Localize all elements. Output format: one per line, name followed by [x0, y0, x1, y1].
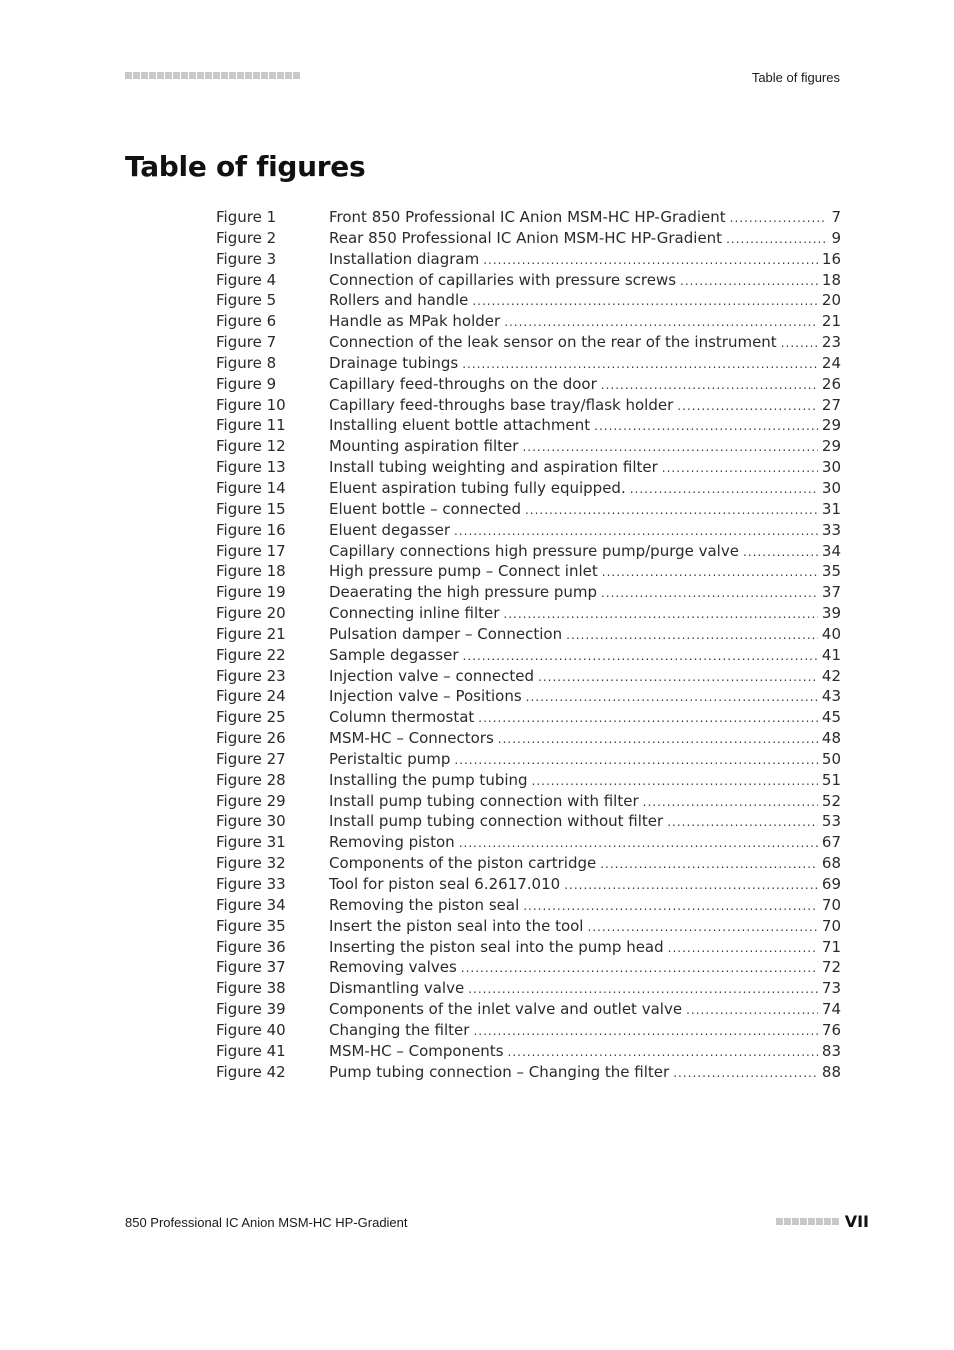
toc-entry[interactable]	[216, 354, 841, 375]
figure-page-number[interactable]: 31	[821, 499, 841, 518]
figure-label: Figure 6	[216, 312, 277, 331]
figure-label: Figure 38	[216, 979, 286, 998]
figure-page-number[interactable]: 71	[821, 937, 841, 956]
figure-title[interactable]: Connecting inline filter	[329, 604, 500, 623]
figure-label: Figure 2	[216, 228, 277, 247]
figure-title[interactable]: Installing the pump tubing	[329, 770, 528, 789]
figure-entry	[329, 312, 841, 330]
figure-page-number[interactable]: 35	[821, 562, 841, 581]
toc-entry[interactable]	[216, 604, 841, 625]
figure-page-number[interactable]: 43	[821, 687, 841, 706]
figure-page-number[interactable]: 41	[821, 645, 841, 664]
dot-leader	[564, 878, 818, 892]
figure-entry	[329, 896, 841, 914]
figure-page-number[interactable]: 72	[821, 958, 841, 977]
figure-label: Figure 31	[216, 833, 286, 852]
figure-page-number[interactable]: 18	[821, 270, 841, 289]
dot-leader	[472, 294, 818, 308]
figure-title[interactable]: Removing piston	[329, 833, 455, 852]
dot-leader	[503, 607, 818, 621]
dot-leader	[643, 795, 818, 809]
figure-label: Figure 16	[216, 520, 286, 539]
figure-label: Figure 36	[216, 937, 286, 956]
figure-page-number[interactable]: 48	[821, 729, 841, 748]
figure-entry	[329, 396, 841, 414]
figure-entry	[329, 333, 841, 351]
figure-label: Figure 7	[216, 333, 277, 352]
figure-page-number[interactable]: 70	[821, 916, 841, 935]
figure-page-number[interactable]: 24	[821, 353, 841, 372]
figure-page-number[interactable]: 83	[821, 1041, 841, 1060]
toc-entry[interactable]	[216, 750, 841, 771]
dot-leader	[454, 524, 818, 538]
figure-label: Figure 4	[216, 270, 277, 289]
figure-entry	[329, 1042, 841, 1060]
toc-entry[interactable]	[216, 1063, 841, 1084]
figure-page-number[interactable]: 27	[821, 395, 841, 414]
toc-entry[interactable]	[216, 458, 841, 479]
dot-leader	[587, 920, 817, 934]
dot-leader	[525, 503, 818, 517]
figure-title[interactable]: Drainage tubings	[329, 353, 459, 372]
figure-label: Figure 28	[216, 770, 286, 789]
dot-leader	[473, 1024, 817, 1038]
figure-page-number[interactable]: 70	[821, 895, 841, 914]
dot-leader	[726, 232, 827, 246]
toc-entry[interactable]	[216, 979, 841, 1000]
toc-entry[interactable]	[216, 333, 841, 354]
dot-leader	[677, 399, 818, 413]
figure-entry	[329, 979, 841, 997]
figure-entry	[329, 729, 841, 747]
running-header-title: Table of figures	[751, 70, 840, 85]
figure-title[interactable]: Tool for piston seal 6.2617.010	[329, 875, 561, 893]
toc-entry[interactable]	[216, 958, 841, 979]
figure-title[interactable]: Removing the piston seal	[329, 895, 520, 914]
dot-leader	[538, 670, 818, 684]
figure-title[interactable]: Front 850 Professional IC Anion MSM-HC HP-Gradient	[329, 208, 726, 226]
dot-leader	[601, 586, 818, 600]
figure-label: Figure 12	[216, 437, 286, 456]
figure-page-number[interactable]: 74	[821, 1000, 841, 1019]
figure-title[interactable]: Rear 850 Professional IC Anion MSM-HC HP-Gradient	[329, 228, 723, 247]
dot-leader	[602, 565, 818, 579]
dot-leader	[730, 211, 828, 225]
figure-entry	[329, 812, 841, 830]
dot-leader	[498, 732, 818, 746]
toc-entry[interactable]	[216, 542, 841, 563]
figure-label: Figure 34	[216, 895, 286, 914]
figure-label: Figure 22	[216, 645, 286, 664]
toc-entry[interactable]	[216, 708, 841, 729]
figure-title[interactable]: Mounting aspiration filter	[329, 437, 519, 456]
figure-entry	[329, 250, 841, 268]
toc-entry[interactable]	[216, 792, 841, 813]
figure-title[interactable]: Eluent aspiration tubing fully equipped.	[329, 478, 626, 497]
figure-label: Figure 10	[216, 395, 286, 414]
figure-page-number[interactable]: 52	[821, 791, 841, 810]
figure-entry	[329, 291, 841, 309]
figure-label: Figure 39	[216, 1000, 286, 1019]
figure-label: Figure 19	[216, 583, 286, 602]
figure-page-number[interactable]: 42	[821, 666, 841, 685]
figure-page-number[interactable]: 9	[831, 228, 841, 247]
figure-entry	[329, 687, 841, 705]
figure-entry	[329, 750, 841, 768]
figure-title[interactable]: MSM-HC – Connectors	[329, 729, 494, 748]
figure-title[interactable]: Injection valve – connected	[329, 666, 534, 685]
figure-title[interactable]: Column thermostat	[329, 708, 475, 727]
figure-page-number[interactable]: 20	[821, 291, 841, 310]
figure-page-number[interactable]: 88	[821, 1062, 841, 1081]
figure-title[interactable]: Install pump tubing connection without filter	[329, 812, 664, 831]
figure-title[interactable]: Inserting the piston seal into the pump head	[329, 937, 664, 956]
figure-label: Figure 3	[216, 249, 277, 268]
toc-entry[interactable]	[216, 208, 841, 229]
dot-leader	[523, 899, 818, 913]
figure-page-number[interactable]: 29	[821, 416, 841, 435]
figure-label: Figure 25	[216, 708, 286, 727]
dot-leader	[483, 253, 818, 267]
figure-title[interactable]: Rollers and handle	[329, 291, 469, 310]
dot-leader	[526, 690, 818, 704]
figure-entry	[329, 416, 841, 434]
figure-entry	[329, 958, 841, 976]
figure-entry	[329, 792, 841, 810]
figure-entry	[329, 271, 841, 289]
figure-entry	[329, 646, 841, 664]
toc-entry[interactable]	[216, 521, 841, 542]
dot-leader	[532, 774, 818, 788]
figure-label: Figure 27	[216, 749, 286, 768]
figure-label: Figure 1	[216, 208, 277, 226]
toc-entry[interactable]	[216, 312, 841, 333]
toc-entry[interactable]	[216, 833, 841, 854]
figure-title[interactable]: Components of the inlet valve and outlet valve	[329, 1000, 683, 1019]
dot-leader	[662, 461, 818, 475]
figure-entry	[329, 354, 841, 372]
figure-title[interactable]: Deaerating the high pressure pump	[329, 583, 597, 602]
figure-entry	[329, 875, 841, 893]
figure-label: Figure 15	[216, 499, 286, 518]
figure-label: Figure 35	[216, 916, 286, 935]
toc-entry[interactable]	[216, 917, 841, 938]
figure-title[interactable]: Changing the filter	[329, 1020, 470, 1039]
figure-page-number[interactable]: 69	[821, 875, 841, 893]
figure-label: Figure 41	[216, 1041, 286, 1060]
figure-title[interactable]: Capillary feed-throughs on the door	[329, 374, 597, 393]
figure-entry	[329, 229, 841, 247]
toc-entry[interactable]	[216, 687, 841, 708]
figure-entry	[329, 542, 841, 560]
figure-entry	[329, 583, 841, 601]
toc-entry[interactable]	[216, 729, 841, 750]
figure-page-number[interactable]: 37	[821, 583, 841, 602]
table-of-figures-list	[216, 208, 841, 1083]
toc-entry[interactable]	[216, 562, 841, 583]
figure-page-number[interactable]: 33	[821, 520, 841, 539]
header-decoration	[125, 72, 300, 79]
figure-label: Figure 40	[216, 1020, 286, 1039]
page-number: VII	[844, 1212, 869, 1231]
figure-label: Figure 21	[216, 624, 286, 643]
dot-leader	[601, 378, 818, 392]
dot-leader	[686, 1003, 818, 1017]
figure-label: Figure 14	[216, 478, 286, 497]
toc-entry[interactable]	[216, 375, 841, 396]
figure-page-number[interactable]: 21	[821, 312, 841, 331]
figure-title[interactable]: Injection valve – Positions	[329, 687, 522, 706]
figure-entry	[329, 1021, 841, 1039]
figure-title[interactable]: Connection of the leak sensor on the rear of the instrument	[329, 333, 777, 352]
dot-leader	[630, 482, 818, 496]
figure-page-number[interactable]: 50	[821, 749, 841, 768]
figure-entry	[329, 375, 841, 393]
figure-label: Figure 11	[216, 416, 286, 435]
dot-leader	[667, 815, 818, 829]
figure-label: Figure 26	[216, 729, 286, 748]
figure-page-number[interactable]: 73	[821, 979, 841, 998]
figure-page-number[interactable]: 45	[821, 708, 841, 727]
dot-leader	[522, 440, 817, 454]
figure-label: Figure 42	[216, 1062, 286, 1081]
toc-entry[interactable]	[216, 500, 841, 521]
dot-leader	[468, 982, 818, 996]
figure-page-number[interactable]: 30	[821, 458, 841, 477]
toc-entry[interactable]	[216, 250, 841, 271]
figure-title[interactable]: Components of the piston cartridge	[329, 854, 597, 873]
figure-label: Figure 32	[216, 854, 286, 873]
figure-page-number[interactable]: 68	[821, 854, 841, 873]
dot-leader	[594, 419, 818, 433]
toc-entry[interactable]	[216, 416, 841, 437]
figure-label: Figure 13	[216, 458, 286, 477]
figure-entry	[329, 208, 841, 226]
figure-page-number[interactable]: 30	[821, 478, 841, 497]
figure-page-number[interactable]: 76	[821, 1020, 841, 1039]
dot-leader	[781, 336, 818, 350]
figure-title[interactable]: MSM-HC – Components	[329, 1041, 504, 1060]
toc-entry[interactable]	[216, 646, 841, 667]
figure-entry	[329, 562, 841, 580]
dot-leader	[673, 1066, 818, 1080]
figure-entry	[329, 667, 841, 685]
figure-entry	[329, 854, 841, 872]
toc-entry[interactable]	[216, 771, 841, 792]
figure-title[interactable]: High pressure pump – Connect inlet	[329, 562, 598, 581]
figure-page-number[interactable]: 67	[821, 833, 841, 852]
toc-entry[interactable]	[216, 625, 841, 646]
toc-entry[interactable]	[216, 1000, 841, 1021]
figure-page-number[interactable]: 34	[821, 541, 841, 560]
figure-title[interactable]: Capillary connections high pressure pump/purge valve	[329, 541, 739, 560]
figure-label: Figure 30	[216, 812, 286, 831]
dot-leader	[504, 315, 818, 329]
figure-label: Figure 20	[216, 604, 286, 623]
figure-page-number[interactable]: 53	[821, 812, 841, 831]
figure-label: Figure 29	[216, 791, 286, 810]
figure-title[interactable]: Handle as MPak holder	[329, 312, 501, 331]
toc-entry[interactable]	[216, 896, 841, 917]
dot-leader	[461, 961, 818, 975]
toc-entry[interactable]	[216, 583, 841, 604]
figure-label: Figure 37	[216, 958, 286, 977]
figure-title[interactable]: Eluent bottle – connected	[329, 499, 521, 518]
dot-leader	[462, 357, 818, 371]
figure-page-number[interactable]: 7	[831, 208, 841, 226]
figure-title[interactable]: Peristaltic pump	[329, 749, 451, 768]
figure-label: Figure 8	[216, 353, 277, 372]
figure-title[interactable]: Install pump tubing connection with filter	[329, 791, 639, 810]
footer-document-title: 850 Professional IC Anion MSM-HC HP-Gradient	[125, 1215, 408, 1230]
figure-title[interactable]: Pulsation damper – Connection	[329, 624, 563, 643]
figure-entry	[329, 479, 841, 497]
figure-title[interactable]: Pump tubing connection – Changing the filter	[329, 1062, 670, 1081]
toc-entry[interactable]	[216, 667, 841, 688]
figure-entry	[329, 833, 841, 851]
figure-title[interactable]: Capillary feed-throughs base tray/flask holder	[329, 395, 674, 414]
figure-title[interactable]: Removing valves	[329, 958, 457, 977]
toc-entry[interactable]	[216, 812, 841, 833]
dot-leader	[454, 753, 818, 767]
figure-entry	[329, 1063, 841, 1081]
figure-entry	[329, 917, 841, 935]
figure-page-number[interactable]: 51	[821, 770, 841, 789]
figure-page-number[interactable]: 39	[821, 604, 841, 623]
figure-entry	[329, 458, 841, 476]
figure-entry	[329, 521, 841, 539]
figure-title[interactable]: Sample degasser	[329, 645, 459, 664]
toc-entry[interactable]	[216, 854, 841, 875]
figure-title[interactable]: Dismantling valve	[329, 979, 465, 998]
figure-entry	[329, 1000, 841, 1018]
figure-entry	[329, 437, 841, 455]
figure-label: Figure 23	[216, 666, 286, 685]
figure-title[interactable]: Eluent degasser	[329, 520, 451, 539]
figure-title[interactable]: Installing eluent bottle attachment	[329, 416, 591, 435]
dot-leader	[459, 836, 818, 850]
figure-label: Figure 33	[216, 875, 286, 893]
dot-leader	[478, 711, 818, 725]
figure-title[interactable]: Insert the piston seal into the tool	[329, 916, 584, 935]
footer-decoration	[776, 1218, 839, 1225]
figure-page-number[interactable]: 40	[821, 624, 841, 643]
figure-title[interactable]: Connection of capillaries with pressure screws	[329, 270, 677, 289]
dot-leader	[680, 274, 818, 288]
toc-entry[interactable]	[216, 396, 841, 417]
toc-entry[interactable]	[216, 291, 841, 312]
dot-leader	[463, 649, 818, 663]
figure-label: Figure 9	[216, 374, 277, 393]
dot-leader	[508, 1045, 818, 1059]
toc-entry[interactable]	[216, 1042, 841, 1063]
figure-label: Figure 18	[216, 562, 286, 581]
figure-label: Figure 24	[216, 687, 286, 706]
figure-title[interactable]: Installation diagram	[329, 249, 480, 268]
toc-entry[interactable]	[216, 437, 841, 458]
figure-entry	[329, 938, 841, 956]
dot-leader	[600, 857, 818, 871]
figure-entry	[329, 500, 841, 518]
dot-leader	[668, 941, 818, 955]
figure-label: Figure 17	[216, 541, 286, 560]
figure-entry	[329, 604, 841, 622]
figure-page-number[interactable]: 16	[821, 249, 841, 268]
toc-entry[interactable]	[216, 271, 841, 292]
toc-entry[interactable]	[216, 875, 841, 896]
figure-page-number[interactable]: 29	[821, 437, 841, 456]
figure-entry	[329, 625, 841, 643]
figure-entry	[329, 708, 841, 726]
figure-page-number[interactable]: 23	[821, 333, 841, 352]
toc-entry[interactable]	[216, 1021, 841, 1042]
toc-entry[interactable]	[216, 229, 841, 250]
toc-entry[interactable]	[216, 938, 841, 959]
dot-leader	[566, 628, 818, 642]
figure-title[interactable]: Install tubing weighting and aspiration filter	[329, 458, 658, 477]
figure-page-number[interactable]: 26	[821, 374, 841, 393]
page-title: Table of figures	[125, 150, 366, 183]
figure-label: Figure 5	[216, 291, 277, 310]
figure-entry	[329, 771, 841, 789]
toc-entry[interactable]	[216, 479, 841, 500]
dot-leader	[743, 545, 818, 559]
